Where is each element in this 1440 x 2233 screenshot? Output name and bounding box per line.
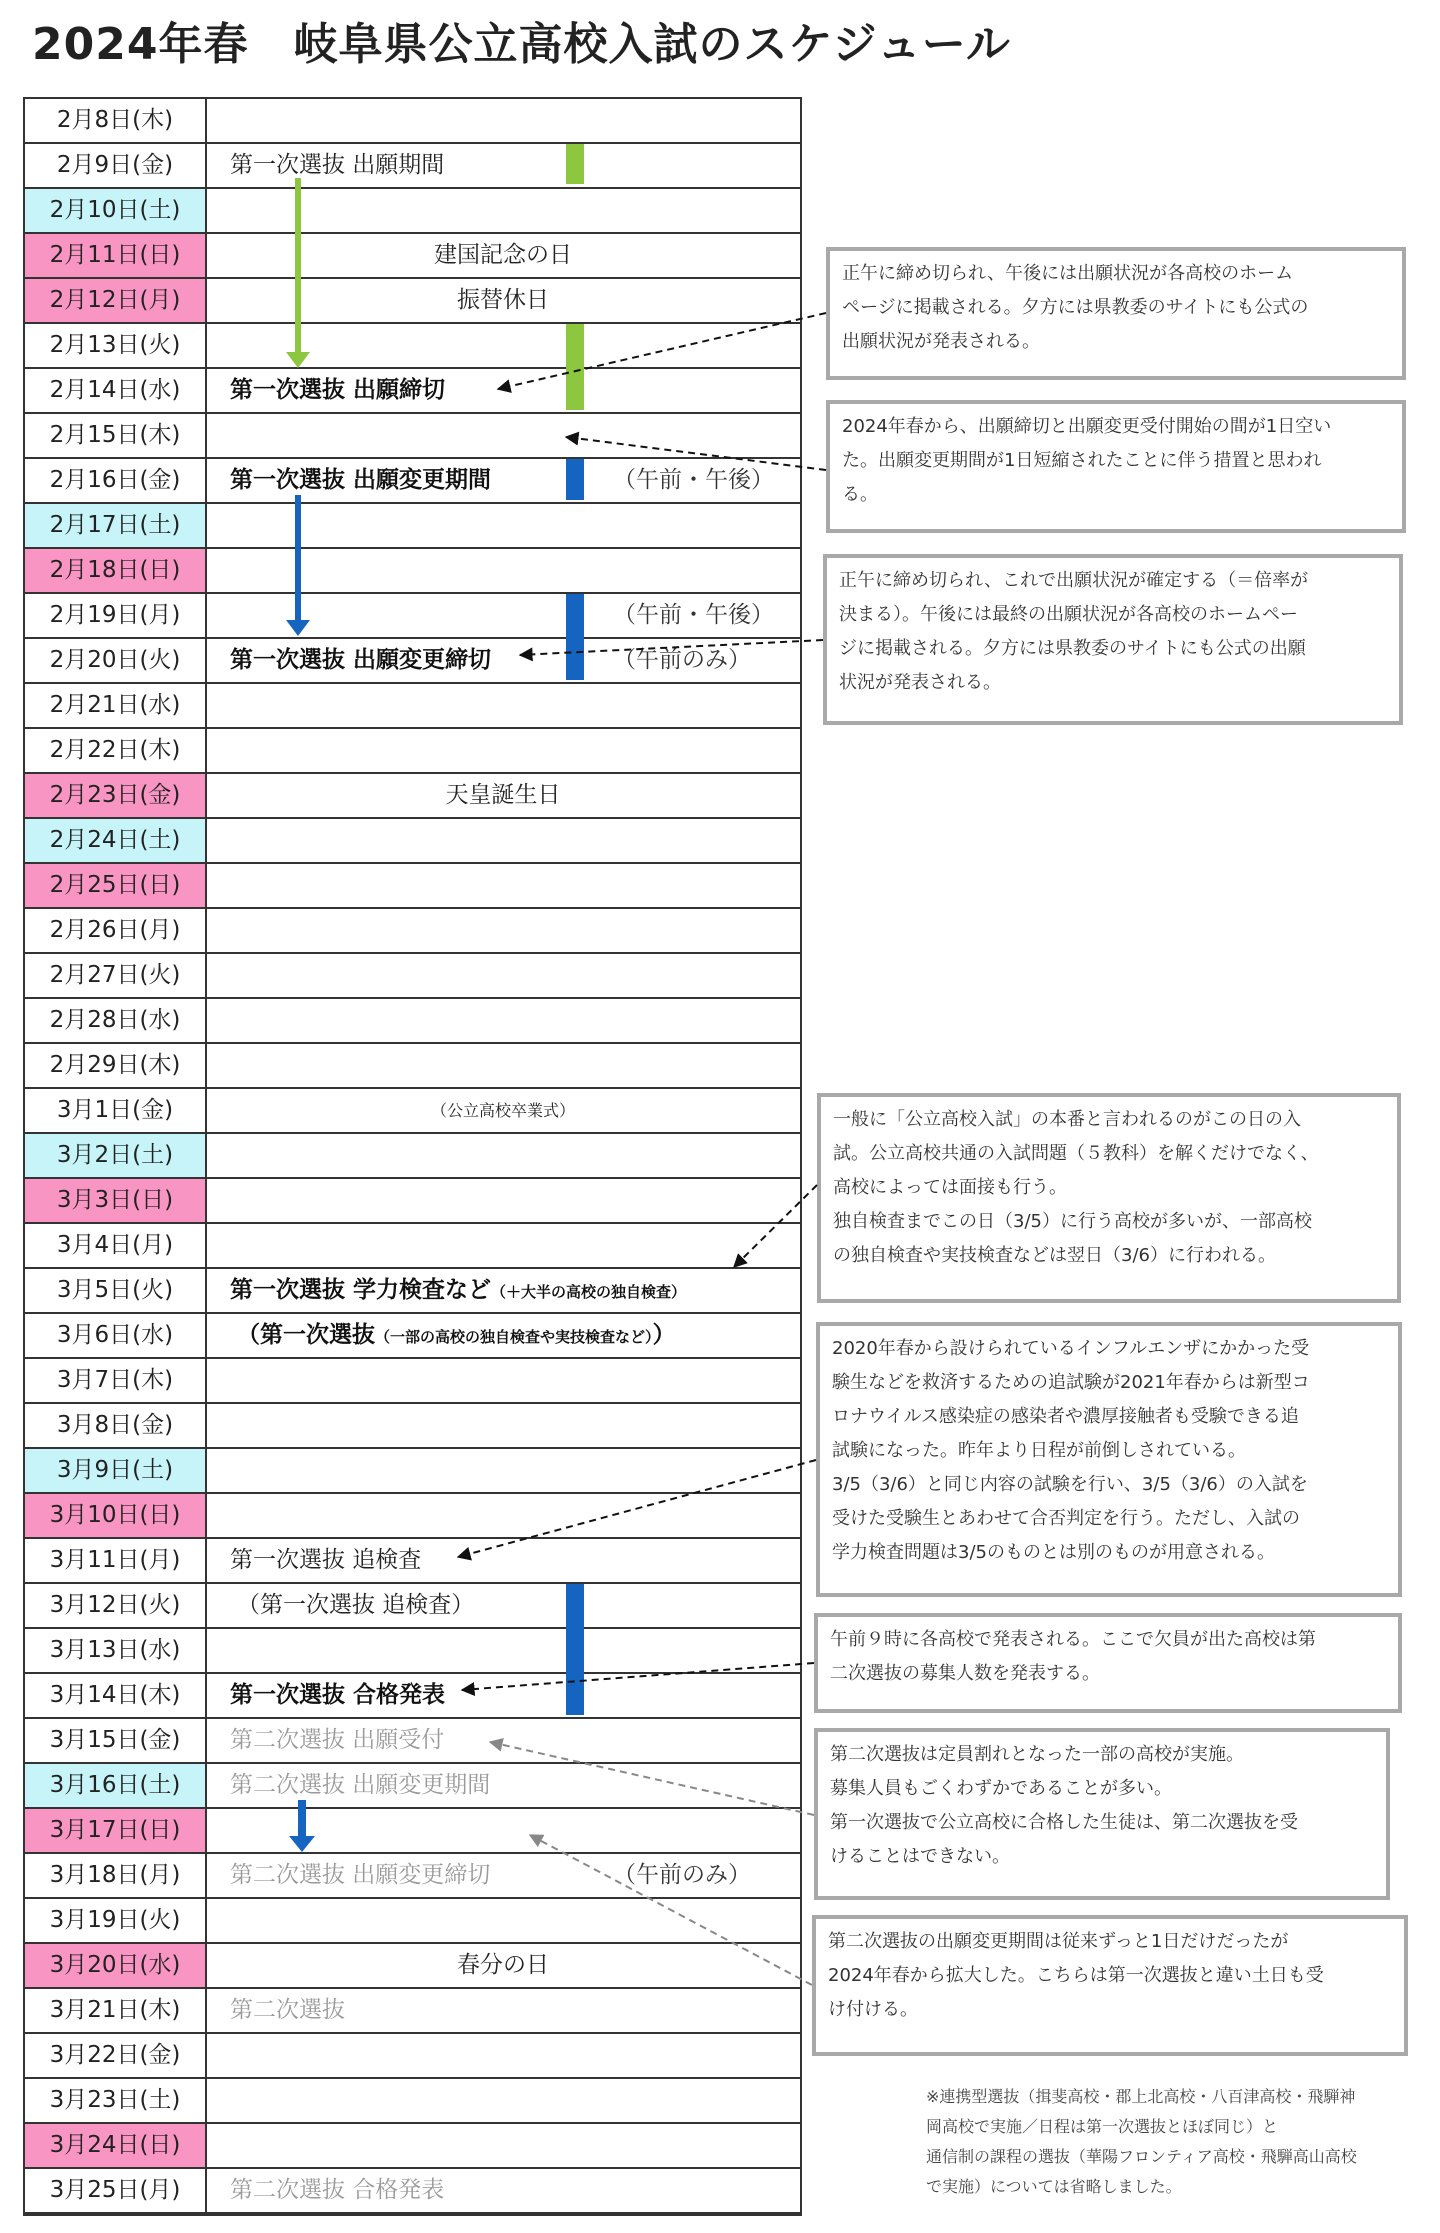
date-cell: 3月1日(金) (25, 1089, 207, 1132)
event-label: 第一次選抜 出願期間 (230, 152, 445, 178)
date-cell: 2月29日(木) (25, 1044, 207, 1087)
date-cell: 3月14日(木) (25, 1674, 207, 1717)
date-cell: 2月28日(水) (25, 999, 207, 1042)
date-cell: 2月11日(日) (25, 234, 207, 277)
event-label: 第一次選抜 出願変更締切 (230, 647, 492, 673)
date-cell: 2月19日(月) (25, 594, 207, 637)
date-cell: 3月6日(水) (25, 1314, 207, 1357)
date-cell: 3月3日(日) (25, 1179, 207, 1222)
event-label: 第二次選抜 出願受付 (230, 1727, 445, 1753)
date-cell: 3月21日(木) (25, 1989, 207, 2032)
date-cell: 3月17日(日) (25, 1809, 207, 1852)
time-note: （午前のみ） (613, 647, 751, 673)
date-cell: 3月13日(水) (25, 1629, 207, 1672)
note-second-selection: 第二次選抜は定員割れとなった一部の高校が実施。 募集人員もごくわずかであることが多い。 第一次選抜で公立高校に合格した生徒は、第二次選抜を受 けることはできない。 (814, 1728, 1390, 1900)
note-application-deadline: 正午に締め切られ、午後には出願状況が各高校のホーム ページに掲載される。夕方には県教委のサイトにも公式の 出願状況が発表される。 (826, 247, 1406, 380)
date-cell: 3月24日(日) (25, 2124, 207, 2167)
event-label: 第一次選抜 合格発表 (230, 1682, 446, 1708)
date-cell: 3月20日(水) (25, 1944, 207, 1987)
date-cell: 2月24日(土) (25, 819, 207, 862)
event-label: （公立高校卒業式） (430, 1101, 575, 1120)
event-label: 第一次選抜 学力検査など（＋大半の高校の独自検査） (230, 1277, 687, 1303)
date-cell: 3月25日(月) (25, 2169, 207, 2212)
date-cell: 2月16日(金) (25, 459, 207, 502)
time-note: （午前のみ） (613, 1862, 751, 1888)
note-makeup-exam: 2020年春から設けられているインフルエンザにかかった受 験生などを救済するための追試験が2021年春からは新型コ ロナウイルス感染症の感染者や濃厚接触者も受験できる追 試験になった。昨年より日程が前倒しされている。 3/5（3/6）と同じ内容の試験を行い、3/5（3/6）の入試を 受けた受験生とあわせて合否判定を行う。ただし、入試の 学力検査問題は3/5のものとは別のものが用意される。 (816, 1322, 1402, 1597)
date-cell: 3月11日(月) (25, 1539, 207, 1582)
event-label: 第一次選抜 出願変更期間 (230, 467, 492, 493)
date-cell: 2月26日(月) (25, 909, 207, 952)
date-cell: 2月15日(木) (25, 414, 207, 457)
event-suffix: （＋大半の高校の独自検査） (491, 1283, 687, 1301)
date-cell: 3月9日(土) (25, 1449, 207, 1492)
event-label: 第一次選抜 出願締切 (230, 377, 446, 403)
date-cell: 3月15日(金) (25, 1719, 207, 1762)
date-cell: 2月21日(水) (25, 684, 207, 727)
arrow-down-icon (286, 495, 310, 636)
date-cell: 3月7日(木) (25, 1359, 207, 1402)
arrow-down-icon (289, 1800, 315, 1852)
date-cell: 2月14日(水) (25, 369, 207, 412)
date-cell: 2月8日(木) (25, 99, 207, 142)
date-cell: 2月18日(日) (25, 549, 207, 592)
date-cell: 3月8日(金) (25, 1404, 207, 1447)
event-label: 第二次選抜 出願変更期間 (230, 1772, 491, 1798)
event-label: （第一次選抜（一部の高校の独自検査や実技検査など）） (237, 1322, 676, 1348)
date-cell: 3月23日(土) (25, 2079, 207, 2122)
event-label: 建国記念の日 (434, 242, 572, 268)
event-label: 第二次選抜 (230, 1997, 345, 2023)
footnote: ※連携型選抜（揖斐高校・郡上北高校・八百津高校・飛騨神 岡高校で実施／日程は第一次選抜とほぼ同じ）と 通信制の課程の選抜（華陽フロンティア高校・飛騨高山高校 で実施）については省略しました。 (926, 2087, 1357, 2196)
event-close: ） (652, 1322, 676, 1348)
date-cell: 3月16日(土) (25, 1764, 207, 1807)
date-cell: 3月2日(土) (25, 1134, 207, 1177)
event-label: 第一次選抜 追検査 (230, 1547, 422, 1573)
date-cell: 3月12日(火) (25, 1584, 207, 1627)
dashed-arrow-icon (458, 313, 826, 1985)
note-gap-day: 2024年春から、出願締切と出願変更受付開始の間が1日空い た。出願変更期間が1日短縮されたことに伴う措置と思われ る。 (826, 400, 1406, 533)
event-label: 天皇誕生日 (445, 782, 561, 808)
date-cell: 2月10日(土) (25, 189, 207, 232)
date-cell: 2月25日(日) (25, 864, 207, 907)
date-cell: 3月22日(金) (25, 2034, 207, 2077)
date-cell: 2月20日(火) (25, 639, 207, 682)
date-cell: 2月9日(金) (25, 144, 207, 187)
event-suffix: （一部の高校の独自検査や実技検査など） (375, 1328, 653, 1346)
date-cell: 2月17日(土) (25, 504, 207, 547)
date-cell: 3月5日(火) (25, 1269, 207, 1312)
time-note: （午前・午後） (613, 602, 774, 628)
date-cell: 3月10日(日) (25, 1494, 207, 1537)
note-change-deadline: 正午に締め切られ、これで出願状況が確定する（＝倍率が 決まる）。午後には最終の出願状況が各高校のホームペー ジに掲載される。夕方には県教委のサイトにも公式の出願 状況が発表される。 (823, 554, 1403, 725)
note-second-change: 第二次選抜の出願変更期間は従来ずっと1日だけだったが 2024年春から拡大した。こちらは第一次選抜と違い土日も受 け付ける。 (812, 1915, 1408, 2056)
date-cell: 2月12日(月) (25, 279, 207, 322)
time-note: （午前・午後） (613, 467, 774, 493)
date-cell: 2月13日(火) (25, 324, 207, 367)
note-results: 午前９時に各高校で発表される。ここで欠員が出た高校は第 二次選抜の募集人数を発表する。 (814, 1613, 1402, 1713)
note-exam-day: 一般に「公立高校入試」の本番と言われるのがこの日の入 試。公立高校共通の入試問題（５教科）を解くだけでなく、 高校によっては面接も行う。 独自検査までこの日（3/5）に行う高校が多いが、一部高校 の独自検査や実技検査などは翌日（3/6）に行われる。 (817, 1093, 1401, 1303)
event-label: 第二次選抜 合格発表 (230, 2177, 445, 2203)
date-cell: 2月22日(木) (25, 729, 207, 772)
arrow-down-icon (286, 178, 310, 368)
event-label: 第二次選抜 出願変更締切 (230, 1862, 491, 1888)
date-cell: 2月23日(金) (25, 774, 207, 817)
date-cell: 3月4日(月) (25, 1224, 207, 1267)
event-label: 振替休日 (457, 287, 549, 313)
date-cell: 3月18日(月) (25, 1854, 207, 1897)
event-label: （第一次選抜 追検査） (237, 1592, 475, 1618)
event-label: 春分の日 (457, 1952, 549, 1978)
page-title: 2024年春 岐阜県公立高校入試のスケジュール (32, 19, 1011, 70)
date-cell: 2月27日(火) (25, 954, 207, 997)
date-cell: 3月19日(火) (25, 1899, 207, 1942)
